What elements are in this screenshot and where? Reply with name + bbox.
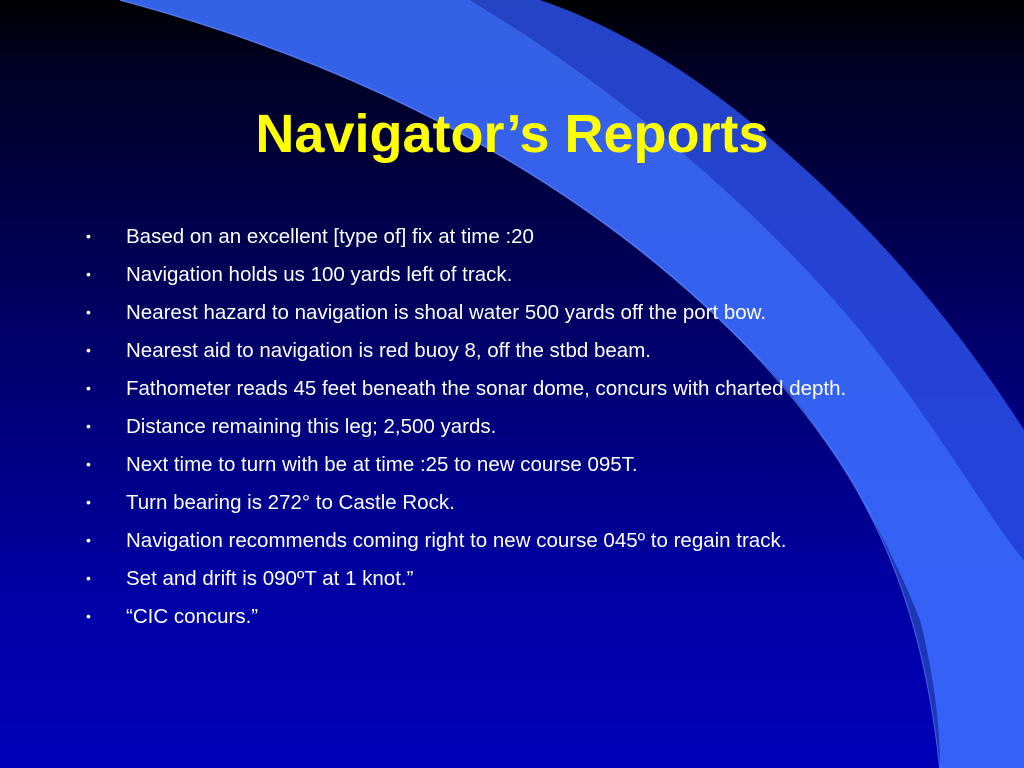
list-item — [82, 224, 902, 249]
bullet-text: Navigation holds us 100 yards left of track. — [126, 263, 513, 286]
bullet-icon: • — [86, 380, 91, 396]
bullet-icon: • — [86, 266, 91, 282]
bullet-text: Nearest aid to navigation is red buoy 8, off the stbd beam. — [126, 339, 651, 362]
bullet-text: Based on an excellent [type of] fix at time :20 — [126, 225, 534, 248]
bullet-text: Nearest hazard to navigation is shoal water 500 yards off the port bow. — [126, 301, 767, 324]
list-item — [82, 452, 902, 477]
list-item — [82, 376, 902, 401]
bullet-text: “CIC concurs.” — [126, 605, 259, 628]
list-item — [82, 490, 902, 515]
bullet-icon: • — [86, 570, 91, 586]
bullet-icon: • — [86, 228, 91, 244]
bullet-text: Distance remaining this leg; 2,500 yards. — [126, 415, 497, 438]
bullet-icon: • — [86, 456, 91, 472]
list-item — [82, 566, 902, 591]
bullet-icon: • — [86, 532, 91, 548]
bullet-text: Set and drift is 090ºT at 1 knot.” — [126, 567, 414, 590]
list-item — [82, 528, 902, 553]
slide-title: Navigator’s Reports — [255, 104, 769, 164]
list-item — [82, 604, 902, 629]
bullet-icon: • — [86, 608, 91, 624]
list-item — [82, 262, 902, 287]
list-item — [82, 300, 902, 325]
bullet-icon: • — [86, 418, 91, 434]
list-item — [82, 414, 902, 439]
list-item — [82, 338, 902, 363]
bullet-text: Next time to turn with be at time :25 to new course 095T. — [126, 453, 638, 476]
bullet-icon: • — [86, 342, 91, 358]
bullet-text: Fathometer reads 45 feet beneath the sonar dome, concurs with charted depth. — [126, 377, 847, 400]
bullet-list — [82, 224, 902, 642]
bullet-icon: • — [86, 304, 91, 320]
bullet-icon: • — [86, 494, 91, 510]
bullet-text: Turn bearing is 272° to Castle Rock. — [126, 491, 455, 514]
bullet-text: Navigation recommends coming right to new course 045º to regain track. — [126, 529, 787, 552]
